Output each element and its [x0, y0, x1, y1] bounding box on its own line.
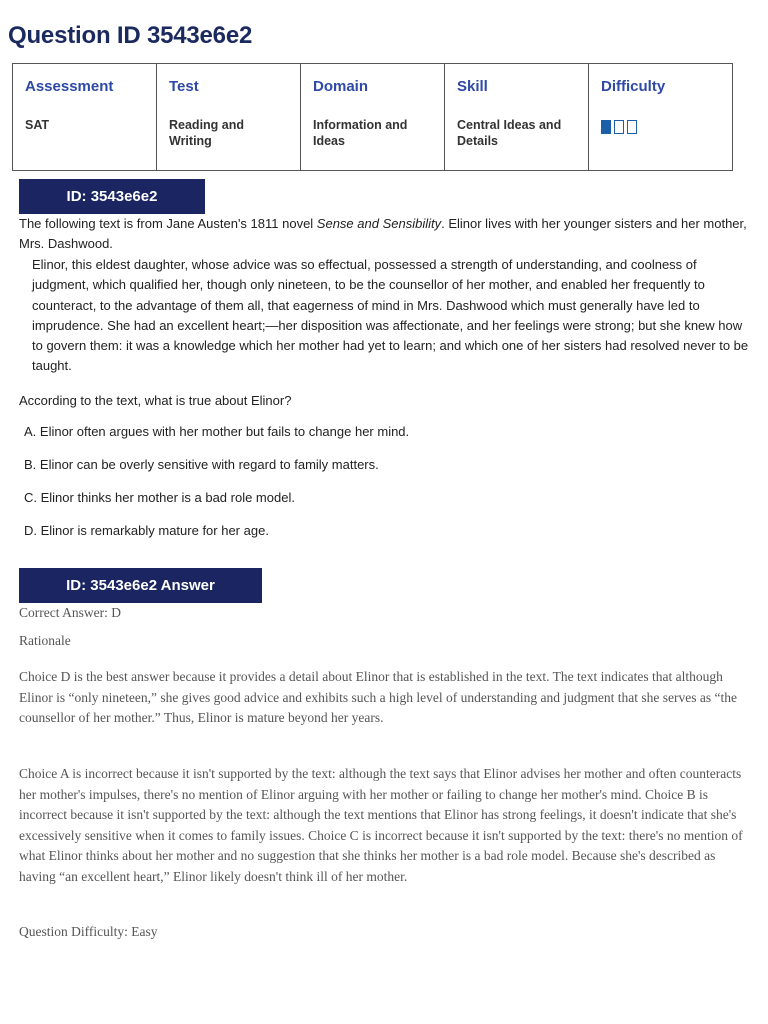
difficulty-square-filled: [601, 120, 611, 134]
novel-title: Sense and Sensibility: [316, 216, 442, 231]
meta-header-skill: Skill: [457, 78, 488, 95]
meta-value-skill: Central Ideas and Details: [457, 118, 562, 148]
page-title: Question ID 3543e6e2: [8, 22, 253, 49]
meta-cell-difficulty: [589, 64, 733, 171]
meta-cell-assessment: [13, 64, 157, 171]
rationale-paragraph: Choice A is incorrect because it isn't supported by the text: although the text says that Elinor advises her mother and often counteracts her mother's impulses, there's no mention of Elinor arguing with her mother or failing to change her mother's mind. Choice B is incorrect because it isn't supported by the text: although the text mentions that Elinor has strong feelings, it doesn't indicate that she's excessively sensitive when it comes to family issues. Choice C is incorrect because it isn't supported by the text: there's no mention of what Elinor thinks about her mother and no suggestion that she thinks her mother is a bad role model. Because she's described as having “an excellent heart,” Elinor likely doesn't think ill of her mother.: [19, 766, 743, 884]
answer-choice-d: D. Elinor is remarkably mature for her age.: [24, 523, 269, 538]
meta-header-test: Test: [169, 78, 199, 95]
answer-choice-a: A. Elinor often argues with her mother but fails to change her mind.: [24, 424, 410, 439]
meta-header-difficulty: Difficulty: [601, 78, 666, 95]
rationale-label: Rationale: [19, 633, 71, 648]
meta-header-domain: Domain: [313, 78, 369, 95]
correct-answer: Correct Answer: D: [19, 605, 121, 620]
answer-choice-c: C. Elinor thinks her mother is a bad role model.: [24, 490, 295, 505]
rationale-paragraph: Choice D is the best answer because it provides a detail about Elinor that is established in the text. The text indicates that although Elinor is “only nineteen,” she gives good advice and exhibits such a high level of understanding and judgment that she serves as “the counsellor of her mother.” Thus, Elinor is mature beyond her years.: [19, 669, 737, 726]
difficulty-square-empty: [627, 120, 637, 134]
meta-cell-skill: [445, 64, 589, 171]
meta-value-test: Reading and Writing: [169, 118, 245, 148]
difficulty-indicator: [601, 120, 720, 134]
question-difficulty: Question Difficulty: Easy: [19, 924, 158, 939]
question-meta-table: [12, 63, 733, 171]
difficulty-square-empty: [614, 120, 624, 134]
meta-cell-domain: [301, 64, 445, 171]
question-id-banner: ID: 3543e6e2: [19, 179, 205, 214]
answer-choice-b: B. Elinor can be overly sensitive with regard to family matters.: [24, 457, 379, 472]
intro-text-before: The following text is from Jane Austen's 1811 novel: [19, 216, 317, 231]
meta-header-assessment: Assessment: [25, 78, 114, 95]
intro-text-after: . Elinor lives with her younger sisters and her mother, Mrs. Dashwood.: [19, 216, 747, 251]
question-prompt: According to the text, what is true about Elinor?: [19, 393, 292, 408]
meta-value-domain: Information and Ideas: [313, 118, 408, 148]
meta-cell-test: [157, 64, 301, 171]
passage-intro: [19, 214, 754, 254]
meta-value-assessment: SAT: [25, 118, 50, 132]
passage-text: Elinor, this eldest daughter, whose advice was so effectual, possessed a strength of understanding, and coolness of judgment, which qualified her, though only nineteen, to be the counsellor of her mother, and enabled her frequently to counteract, to the advantage of them all, that eagerness of mind in Mrs. Dashwood which must generally have led to imprudence. She had an excellent heart;—her disposition was affectionate, and her feelings were strong; but she knew how to govern them: it was a knowledge which her mother had yet to learn; and which one of her sisters had resolved never to be taught.: [32, 257, 749, 374]
answer-id-banner: ID: 3543e6e2 Answer: [19, 568, 262, 603]
